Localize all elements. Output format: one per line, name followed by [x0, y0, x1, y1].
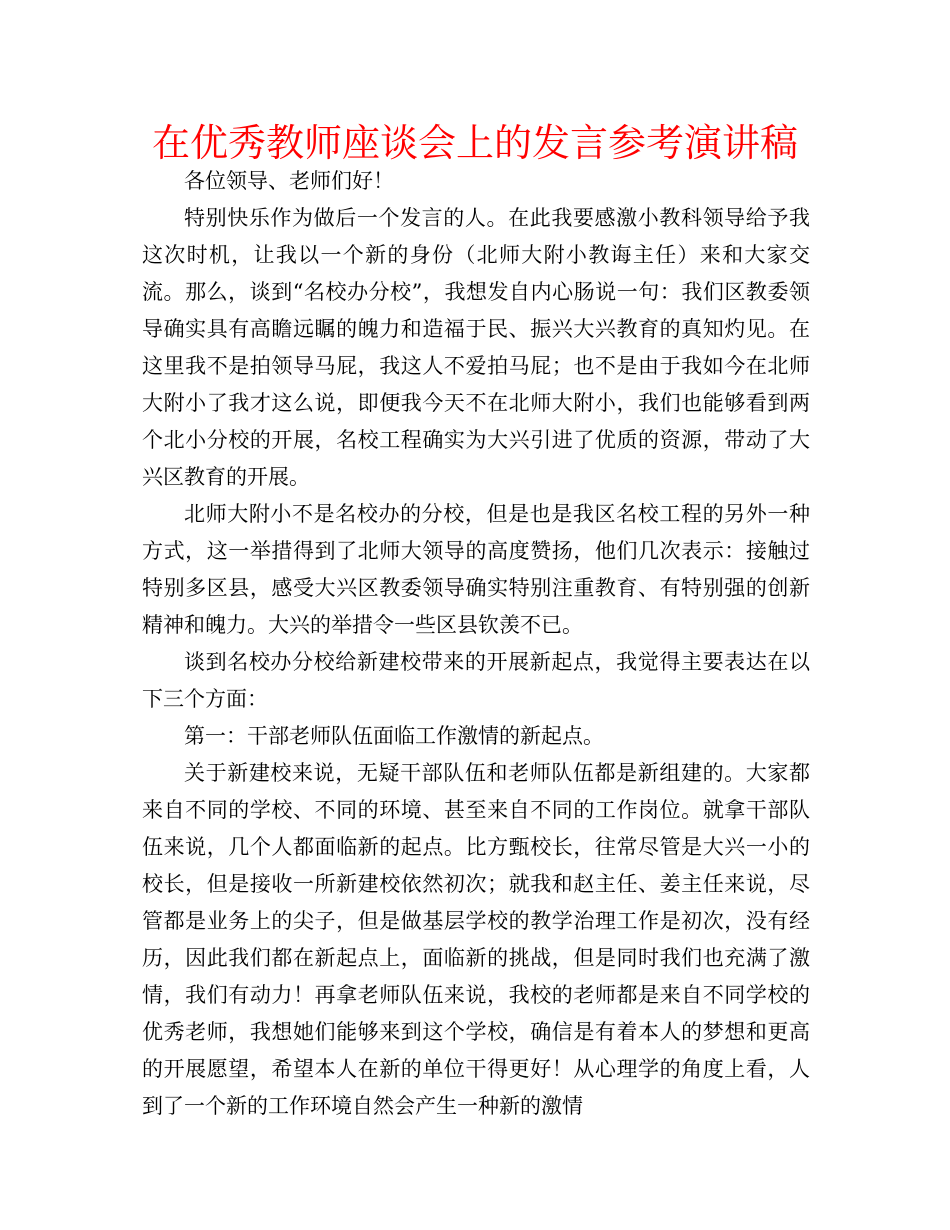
document-body — [142, 163, 810, 1125]
paragraph-greeting: 各位领导、老师们好！ — [184, 169, 394, 193]
document-title: 在优秀教师座谈会上的发言参考演讲稿 — [151, 121, 798, 165]
paragraph: 关于新建校来说，无疑干部队伍和老师队伍都是新组建的。大家都来自不同的学校、不同的环境、甚至来自不同的工作岗位。就拿干部队伍来说，几个人都面临新的起点。比方甄校长，往常尽管是大兴一小的校长，但是接收一所新建校依然初次；就我和赵主任、姜主任来说，尽管都是业务上的尖子，但是做基层学校的教学治理工作是初次，没有经历，因此我们都在新起点上，面临新的挑战，但是同时我们也充满了激情，我们有动力！再拿老师队伍来说，我校的老师都是来自不同学校的优秀老师，我想她们能够来到这个学校，确信是有着本人的梦想和更高的开展愿望，希望本人在新的单位干得更好！从心理学的角度上看，人到了一个新的工作环境自然会产生一种新的激情 — [142, 761, 810, 1118]
paragraph: 特别快乐作为做后一个发言的人。在此我要感激小教科领导给予我这次时机，让我以一个新的身份（北师大附小教诲主任）来和大家交流。那么，谈到“名校办分校”，我想发自内心肠说一句：我们区教委领导确实具有高瞻远瞩的魄力和造福于民、振兴大兴教育的真知灼见。在这里我不是拍领导马屁，我这人不爱拍马屁；也不是由于我如今在北师大附小了我才这么说，即便我今天不在北师大附小，我们也能够看到两个北小分校的开展，名校工程确实为大兴引进了优质的资源，带动了大兴区教育的开展。 — [142, 206, 810, 489]
paragraph: 谈到名校办分校给新建校带来的开展新起点，我觉得主要表达在以下三个方面： — [142, 650, 810, 711]
paragraph-heading-first: 第一：干部老师队伍面临工作激情的新起点。 — [184, 724, 604, 748]
paragraph: 北师大附小不是名校办的分校，但是也是我区名校工程的另外一种方式，这一举措得到了北师大领导的高度赞扬，他们几次表示：接触过特别多区县，感受大兴区教委领导确实特别注重教育、有特别强的创新精神和魄力。大兴的举措令一些区县钦羡不已。 — [142, 502, 810, 637]
